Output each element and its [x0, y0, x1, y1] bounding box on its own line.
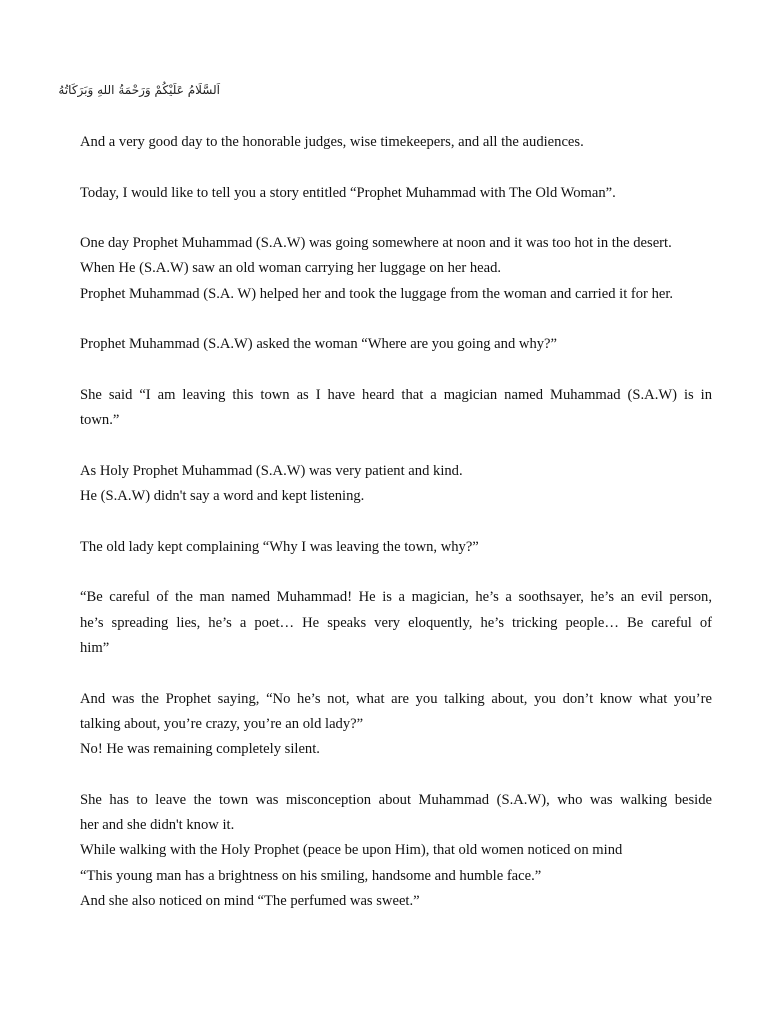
text-line: Today, I would like to tell you a story entitled “Prophet Muhammad with The Old Woman”. [80, 184, 616, 201]
text-line: While walking with the Holy Prophet (peace be upon Him), that old women noticed on mind [80, 842, 623, 859]
paragraph-story-title [80, 181, 712, 206]
spacer [80, 509, 712, 534]
text-line: Prophet Muhammad (S.A. W) helped her and took the luggage from the woman and carried it for her. [80, 285, 674, 302]
spacer [80, 307, 712, 332]
spacer [80, 358, 712, 383]
text-line: “This young man has a brightness on his smiling, handsome and humble face.” [80, 867, 542, 884]
text-line: Prophet Muhammad (S.A.W) asked the woman “Where are you going and why?” [80, 336, 557, 353]
text-line: him” [80, 639, 110, 656]
text-line: her and she didn't know it. [80, 817, 235, 834]
text-line: One day Prophet Muhammad (S.A.W) was going somewhere at noon and it was too hot in the desert. [80, 235, 672, 252]
paragraph-woman-answers [80, 383, 712, 434]
spacer [80, 661, 712, 686]
text-line: The old lady kept complaining “Why I was leaving the town, why?” [80, 538, 479, 555]
text-line: And a very good day to the honorable judges, wise timekeepers, and all the audiences. [80, 134, 584, 150]
spacer [80, 206, 712, 231]
document-body [58, 80, 712, 914]
text-line: As Holy Prophet Muhammad (S.A.W) was very patient and kind. [80, 462, 463, 479]
text-line: talking about, you’re crazy, you’re an old lady?” [80, 715, 364, 732]
spacer [80, 100, 712, 130]
paragraph-prophet-silent [80, 687, 712, 763]
spacer [80, 155, 712, 180]
text-line: She has to leave the town was misconception about Muhammad (S.A.W), who was walking beside [80, 791, 712, 808]
paragraph-desert-journey [80, 231, 712, 307]
text-line: And was the Prophet saying, “No he’s not, what are you talking about, you don’t know what you’re [80, 690, 712, 707]
text-line: he’s spreading lies, he’s a poet… He speaks very eloquently, he’s tricking people… Be careful of [80, 614, 712, 631]
paragraph-greeting-judges [80, 130, 712, 155]
paragraph-prophet-asks [80, 332, 712, 357]
text-line: When He (S.A.W) saw an old woman carrying her luggage on her head. [80, 260, 502, 277]
paragraph-complaining [80, 535, 712, 560]
text-line: And she also noticed on mind “The perfumed was sweet.” [80, 892, 420, 909]
arabic-greeting: اَلسَّلَامُ عَلَيْكُمْ وَرَحْمَةُ اللهِ وَبَرَكَاتُهُ [58, 83, 220, 97]
text-line: He (S.A.W) didn't say a word and kept listening. [80, 488, 365, 505]
text-line: She said “I am leaving this town as I have heard that a magician named Muhammad (S.A.W) is in [80, 386, 712, 403]
paragraph-be-careful [80, 585, 712, 661]
text-line: No! He was remaining completely silent. [80, 741, 320, 758]
spacer [80, 762, 712, 787]
text-line: “Be careful of the man named Muhammad! He is a magician, he’s a soothsayer, he’s an evil person, [80, 589, 712, 606]
spacer [80, 560, 712, 585]
paragraph-patient-prophet [80, 459, 712, 510]
spacer [80, 434, 712, 459]
text-line: town.” [80, 412, 120, 429]
paragraph-misconception [80, 788, 712, 914]
